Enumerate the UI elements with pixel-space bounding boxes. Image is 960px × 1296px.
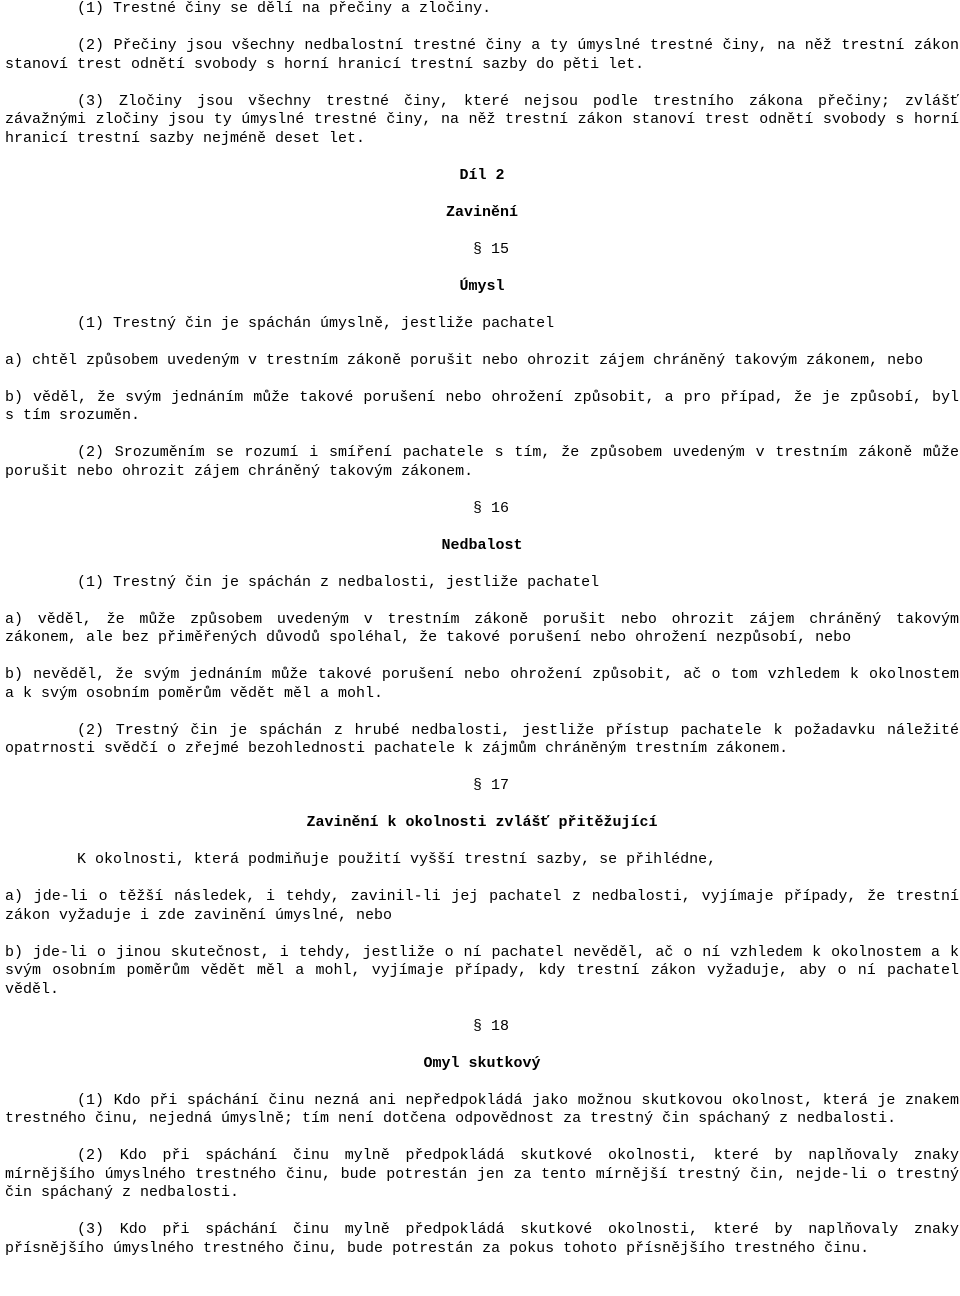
- section-18-paragraph-1: (1) Kdo při spáchání činu nezná ani nepředpokládá jako možnou skutkovou okolnost, která je znakem trestného činu, nejedná úmyslně; tím není dotčena odpovědnost za trestný čin spáchaný z nedbalosti.: [5, 1091, 959, 1127]
- section-16-title: Nedbalost: [441, 536, 523, 554]
- section-17-item-a: a) jde-li o těžší následek, i tehdy, zavinil-li jej pachatel z nedbalosti, vyjímaje případy, že trestní zákon vyžaduje i zde zavinění úmyslné, nebo: [5, 888, 959, 924]
- part-title: Zavinění: [445, 203, 518, 221]
- paragraph-misdemeanors: (2) Přečiny jsou všechny nedbalostní trestné činy a ty úmyslné trestné činy, na něž trestní zákon stanoví trest odnětí svobody s horní hranicí trestní sazby do pěti let.: [5, 37, 959, 73]
- section-number-label: § 16: [472, 499, 509, 517]
- section-16-paragraph-2: (2) Trestný čin je spáchán z hrubé nedbalosti, jestliže přístup pachatele k požadavku náležité opatrnosti svědčí o zřejmé bezohlednosti pachatele k zájmům chráněným trestním zákonem.: [5, 721, 959, 757]
- section-17-number: [5, 777, 959, 796]
- section-17-title: Zavinění k okolnosti zvlášť přitěžující: [306, 814, 658, 831]
- section-18-number: [5, 1018, 959, 1037]
- section-15-item-a: a) chtěl způsobem uvedeným v trestním zákoně porušit nebo ohrozit zájem chráněný takovým zákonem, nebo: [5, 351, 924, 369]
- section-18-paragraph-3: (3) Kdo při spáchání činu mylně předpokládá skutkové okolnosti, které by naplňovaly znaky přísnějšího úmyslného trestného činu, bude potrestán za pokus tohoto přísnějšího trestného činu.: [5, 1221, 959, 1257]
- section-17-item-b: b) jde-li o jinou skutečnost, i tehdy, jestliže o ní pachatel nevěděl, ač o ní vzhledem k okolnostem a k svým osobním poměrům vědět měl a mohl, vyjímaje případy, kdy trestní zákon vyžaduje, aby o ní pachatel věděl.: [5, 943, 959, 998]
- section-number-label: § 18: [472, 1017, 509, 1035]
- paragraph-crimes-division: (1) Trestné činy se dělí na přečiny a zločiny.: [77, 0, 492, 17]
- section-number-label: § 17: [472, 777, 509, 794]
- section-15-number: [5, 241, 959, 260]
- section-16-item-a: a) věděl, že může způsobem uvedeným v trestním zákoně porušit nebo ohrozit zájem chráněný takovým zákonem, ale bez přiměřených důvodů spoléhal, že takové porušení nebo ohrožení nezpůsobí, nebo: [5, 610, 959, 646]
- document-page: [5, 0, 959, 1258]
- section-15-paragraph-1: (1) Trestný čin je spáchán úmyslně, jestliže pachatel: [77, 314, 555, 332]
- section-15-paragraph-2: (2) Srozuměním se rozumí i smíření pachatele s tím, že způsobem uvedeným v trestním zákoně může porušit nebo ohrozit zájem chráněný takovým zákonem.: [5, 444, 959, 480]
- section-number-label: § 15: [472, 240, 509, 258]
- section-18-title: Omyl skutkový: [423, 1054, 541, 1072]
- section-16-number: [5, 500, 959, 519]
- section-15-title: Úmysl: [459, 277, 505, 295]
- section-18-paragraph-2: (2) Kdo při spáchání činu mylně předpokládá skutkové okolnosti, které by naplňovaly znaky mírnějšího úmyslného trestného činu, bude potrestán jen za tento mírnější trestný čin, nejde-li o trestný čin spáchaný z nedbalosti.: [5, 1147, 959, 1201]
- section-17-paragraph-1: K okolnosti, která podmiňuje použití vyšší trestní sazby, se přihlédne,: [77, 851, 717, 868]
- section-15-item-b: b) věděl, že svým jednáním může takové porušení nebo ohrožení způsobit, a pro případ, že je způsobí, byl s tím srozuměn.: [5, 388, 959, 424]
- section-16-paragraph-1: (1) Trestný čin je spáchán z nedbalosti, jestliže pachatel: [77, 573, 600, 591]
- part-heading: Díl 2: [459, 166, 505, 184]
- paragraph-felonies: (3) Zločiny jsou všechny trestné činy, které nejsou podle trestního zákona přečiny; zvlášť závažnými zločiny jsou ty úmyslné trestné činy, na něž trestní zákon stanoví trest odnětí svobody s horní hranicí trestní sazby nejméně deset let.: [5, 92, 959, 147]
- section-16-item-b: b) nevěděl, že svým jednáním může takové porušení nebo ohrožení způsobit, ač o tom vzhledem k okolnostem a k svým osobním poměrům vědět měl a mohl.: [5, 666, 959, 702]
